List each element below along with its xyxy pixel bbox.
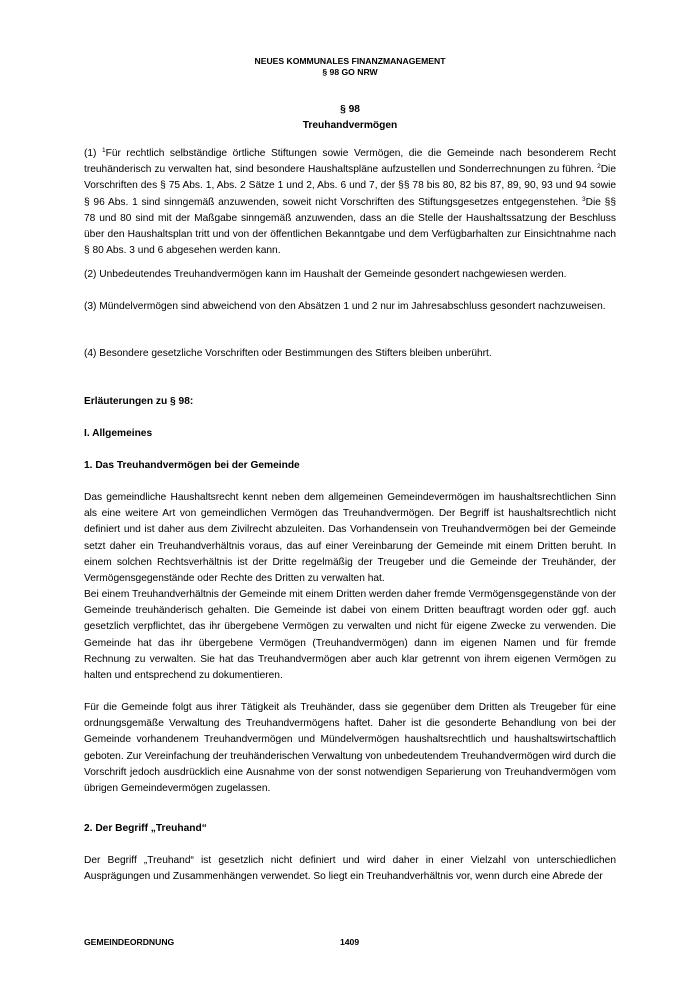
sentence-number: 2 xyxy=(597,163,601,171)
header-section-ref: § 98 GO NRW xyxy=(322,67,378,77)
commentary-paragraph: Für die Gemeinde folgt aus ihrer Tätigkeit als Treuhänder, dass sie gegenüber dem Dritten als Treugeber für eine ordnungsgemäße Verwaltung des Treuhandvermögens haftet. Daher ist die gesonderte Behandlung von bei der Gemeinde vorhandenem Treuhandvermögen und Mündelvermögen haushaltsrechtlich und haushaltswirtschaftlich geboten. Zur Vereinfachung der treuhänderischen Verwaltung von unbedeutendem Treuhandvermögen wird durch die Vorschrift jedoch ausdrücklich eine Ausnahme von der sonst notwendigen Separierung von Treuhandvermögen vom übrigen Gemeindevermögen zugelassen. xyxy=(84,702,616,795)
commentary-paragraph: Der Begriff „Treuhand“ ist gesetzlich nicht definiert und wird daher in einer Vielzahl von unterschiedlichen Ausprägungen und Zusammenhängen verwendet. So liegt ein Treuhandverhältnis vor, wenn durch eine Abrede der xyxy=(84,855,616,883)
law-paragraph-3: (3) Mündelvermögen sind abweichend von den Absätzen 1 und 2 nur im Jahresabschluss gesondert nachzuweisen. xyxy=(84,301,606,312)
subsection-heading-1: 1. Das Treuhandvermögen bei der Gemeinde xyxy=(84,460,300,471)
law-paragraph-2: (2) Unbedeutendes Treuhandvermögen kann im Haushalt der Gemeinde gesondert nachgewiesen werden. xyxy=(84,269,567,280)
section-heading xyxy=(0,102,700,134)
section-title: Treuhandvermögen xyxy=(302,120,398,131)
part-heading: I. Allgemeines xyxy=(84,428,153,439)
sentence-number: 1 xyxy=(101,147,106,154)
law-paragraph-1 xyxy=(84,146,616,259)
sentence-number: 3 xyxy=(581,195,586,203)
section-number: § 98 xyxy=(340,104,360,115)
footer-chapter: GEMEINDEORDNUNG xyxy=(84,937,175,947)
header-title: NEUES KOMMUNALES FINANZMANAGEMENT xyxy=(254,56,446,66)
subsection-heading-2: 2. Der Begriff „Treuhand“ xyxy=(84,823,207,834)
sentence-text: Die Vorschriften des § 75 Abs. 1, Abs. 2 Sätze 1 und 2, Abs. 6 und 7, der §§ 78 bis 80, 82 bis 87, 89, 90, 93 und 94 sowie § 96 Abs. 1 sind sinngemäß anzuwenden, soweit nicht Vorschriften des Stiftungsgesetzes entgegenstehen. xyxy=(84,164,616,208)
sentence-text: Für rechtlich selbständige örtliche Stiftungen sowie Vermögen, die die Gemeinde nach besonderem Recht treuhänderisch zu verwalten hat, sind besondere Haushaltspläne aufzustellen und Sonderrechnungen zu führen. xyxy=(84,148,616,176)
page-number: 1409 xyxy=(340,937,360,947)
commentary-paragraph: Bei einem Treuhandverhältnis der Gemeinde mit einem Dritten werden daher fremde Vermögensgegenstände von der Gemeinde treuhänderisch gehalten. Die Gemeinde ist dabei von einem Dritten beauftragt worden oder ggf. auch gesetzlich verpflichtet, das ihr übergebene Vermögen zu verwalten und nicht für eigene Zwecke zu verwenden. Die Gemeinde hat das ihr übergebene Vermögen (Treuhandvermögen) dann im eigenen Namen und für fremde Rechnung zu verwalten. Sie hat das Treuhandvermögen aber auch klar getrennt von ihrem eigenen Vermögen zu halten und entsprechend zu dokumentieren. xyxy=(84,589,616,682)
paragraph-label: (1) xyxy=(84,148,102,159)
commentary-paragraph: Das gemeindliche Haushaltsrecht kennt neben dem allgemeinen Gemeindevermögen im haushaltsrechtlichen Sinn als eine weitere Art von gemeindlichen Vermögen das Treuhandvermögen. Der Begriff ist haushaltsrechtlich nicht definiert und ist daher aus dem Zivilrecht abzuleiten. Das Vorhandensein von Treuhandvermögen bei der Gemeinde setzt daher ein Treuhandverhältnis voraus, das auf einer Vereinbarung der Gemeinde mit einem Dritten beruht. In einem solchen Rechtsverhältnis ist der Dritte regelmäßig der Treugeber und die Gemeinde der Treuhänder, der Vermögensgegenstände oder Rechte des Dritten zu verwalten hat. xyxy=(84,492,616,585)
commentary-heading: Erläuterungen zu § 98: xyxy=(84,396,194,407)
running-header xyxy=(0,56,700,78)
sentence-text: Die §§ 78 und 80 sind mit der Maßgabe sinngemäß anzuwenden, dass an die Stelle der Haushaltssatzung der Beschluss über den Haushaltsplan tritt und von der öffentlichen Bekanntgabe und dem Verfügbarhalten zur Einsichtnahme nach § 80 Abs. 3 und 6 abgesehen werden kann. xyxy=(84,196,616,257)
law-paragraph-4: (4) Besondere gesetzliche Vorschriften oder Bestimmungen des Stifters bleiben unberührt. xyxy=(84,348,492,359)
